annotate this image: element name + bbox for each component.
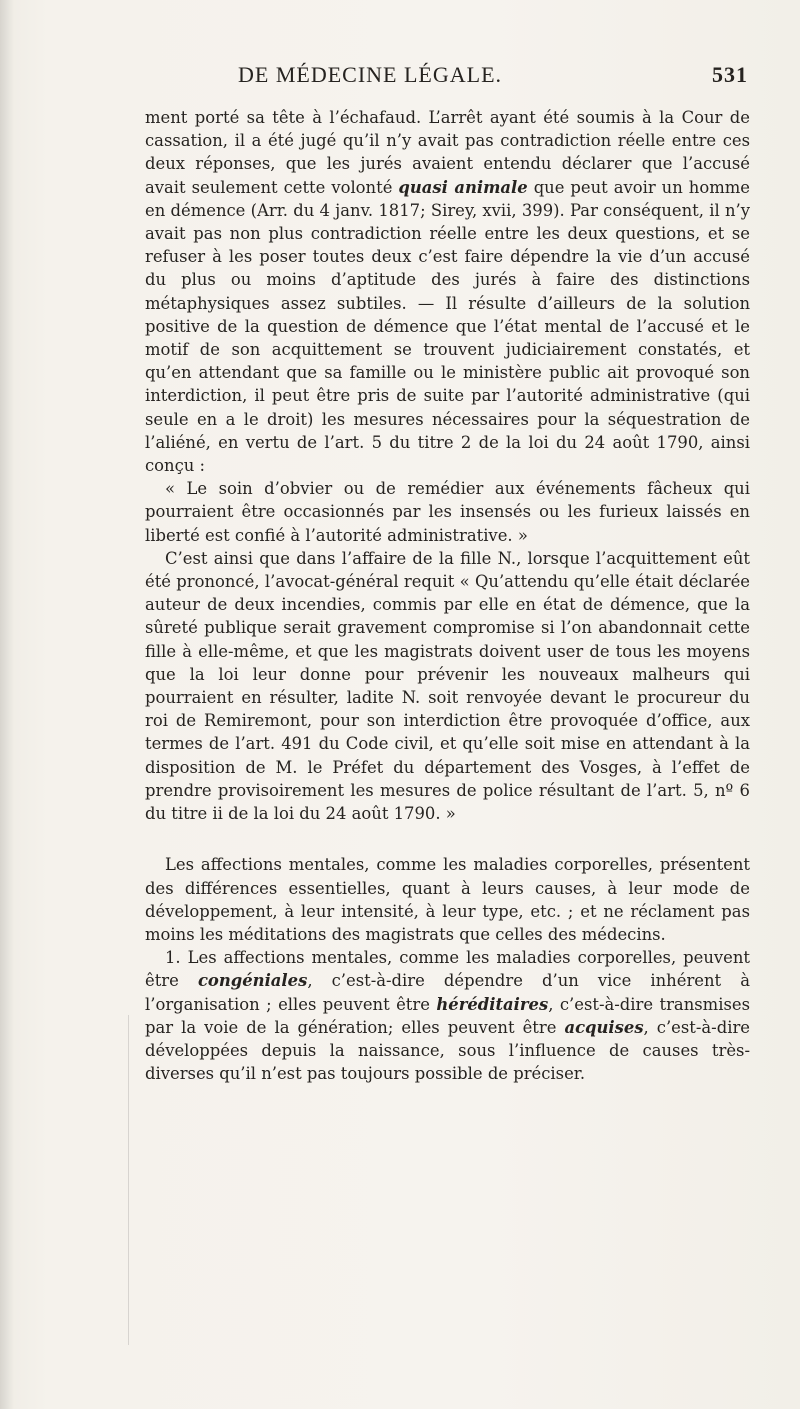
paragraph-5-emphasis-acquises: acquises	[564, 1017, 644, 1037]
paragraph-1	[145, 106, 750, 477]
body-text	[145, 106, 750, 1085]
running-header	[148, 62, 748, 92]
paragraph-5-text-c: , c’est-à-dire transmises par la voie de la génération; elles peuvent être	[145, 994, 750, 1037]
paragraph-5-emphasis-hereditaires: héréditaires	[436, 994, 549, 1014]
paragraph-5	[145, 946, 750, 1085]
paragraph-1-emphasis: quasi animale	[398, 177, 528, 197]
paragraph-5-text-d: , c’est-à-dire développées depuis la naissance, sous l’influence de causes très-diverses qu’il n’est pas toujours possible de préciser.	[145, 1017, 750, 1084]
paragraph-1-text: ment porté sa tête à l’échafaud. L’arrêt ayant été soumis à la Cour de cassation, il a été jugé qu’il n’y avait pas contradiction réelle entre ces deux réponses, que les jurés avaient entendu déclarer que l’accusé avait seulement cette volonté	[145, 108, 750, 197]
page-number: 531	[712, 62, 748, 87]
running-title: DE MÉDECINE LÉGALE.	[238, 62, 503, 87]
paragraph-spacer	[145, 825, 750, 853]
page-margin-mark	[128, 1015, 135, 1345]
paragraph-5-text-a: 1. Les affections mentales, comme les maladies corporelles, peuvent être	[145, 948, 750, 991]
paragraph-5-emphasis-congeniales: congéniales	[197, 971, 308, 991]
page-gutter-shadow	[0, 0, 14, 1409]
paragraph-1-tail: que peut avoir un homme en démence (Arr. du 4 janv. 1817; Sirey, xvii, 399). Par conséquent, il n’y avait pas non plus contradiction réelle entre les deux questions, et se refuser à les poser toutes deux c’est faire dépendre la vie d’un accusé du plus ou moins d’aptitude des jurés à faire des distinctions métaphysiques assez subtiles. — Il résulte d’ailleurs de la solution positive de la question de démence que l’état mental de l’accusé et le motif de son acquittement se trouvent judiciairement constatés, et qu’en attendant que sa famille ou le ministère public ait provoqué son interdiction, il peut être pris de suite par l’autorité administrative (qui seule en a le droit) les mesures nécessaires pour la séquestration de l’aliéné, en vertu de l’art. 5 du titre 2 de la loi du 24 août 1790, ainsi conçu :	[145, 177, 750, 476]
paragraph-4: Les affections mentales, comme les maladies corporelles, présentent des différences essentielles, quant à leurs causes, à leur mode de développement, à leur intensité, à leur type, etc. ; et ne réclament pas moins les méditations des magistrats que celles des médecins.	[145, 855, 750, 944]
paragraph-5-text-b: , c’est-à-dire dépendre d’un vice inhérent à l’organisation ; elles peuvent être	[145, 971, 750, 1014]
paragraph-2-quote: « Le soin d’obvier ou de remédier aux événements fâcheux qui pourraient être occasionnés par les insensés ou les furieux laissés en liberté est confié à l’autorité administrative. »	[145, 479, 750, 545]
paragraph-3: C’est ainsi que dans l’affaire de la fille N., lorsque l’acquittement eût été prononcé, l’avocat-général requit « Qu’attendu qu’elle était déclarée auteur de deux incendies, commis par elle en état de démence, que la sûreté publique serait gravement compromise si l’on abandonnait cette fille à elle-même, et que les magistrats doivent user de tous les moyens que la loi leur donne pour prévenir les nouveaux malheurs qui pourraient en résulter, ladite N. soit renvoyée devant le procureur du roi de Remiremont, pour son interdiction être provoquée d’office, aux termes de l’art. 491 du Code civil, et qu’elle soit mise en attendant à la disposition de M. le Préfet du département des Vosges, à l’effet de prendre provisoirement les mesures de police résultant de l’art. 5, nº 6 du titre ii de la loi du 24 août 1790. »	[145, 548, 750, 824]
